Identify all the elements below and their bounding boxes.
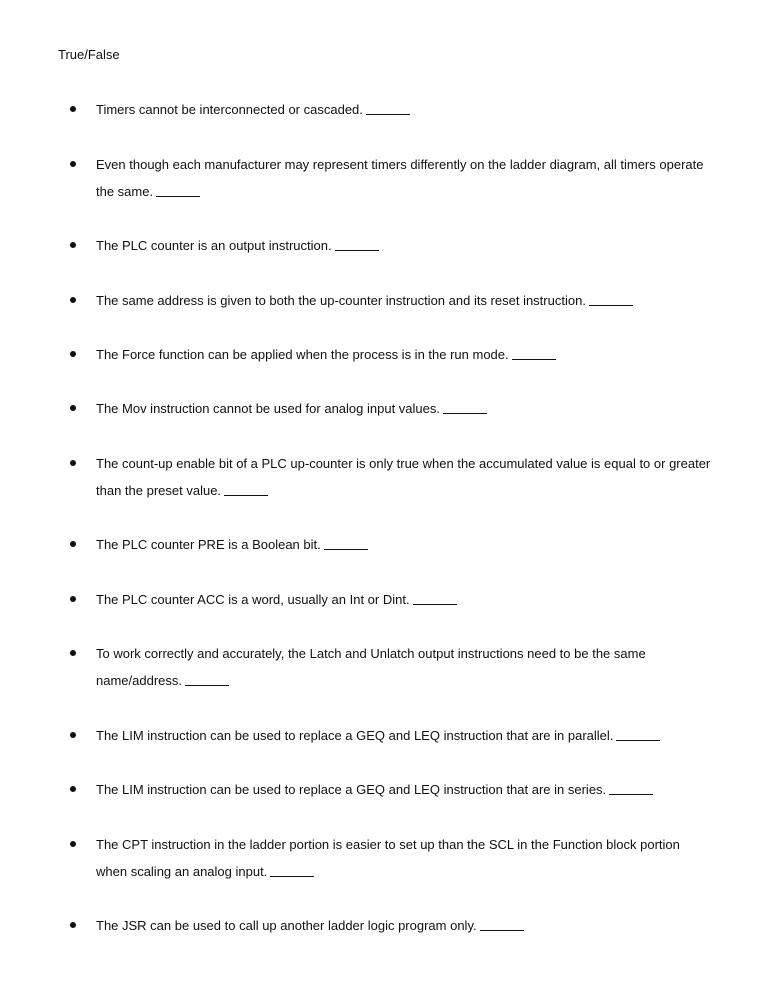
bullet-icon: [70, 786, 76, 792]
answer-blank[interactable]: [443, 413, 487, 414]
question-item: [96, 96, 711, 123]
bullet-icon: [70, 460, 76, 466]
question-text: The Mov instruction cannot be used for analog input values.: [96, 401, 440, 416]
bullet-icon: [70, 841, 76, 847]
question-item: [96, 722, 711, 749]
answer-blank[interactable]: [185, 685, 229, 686]
question-item: [96, 395, 711, 422]
question-text: The PLC counter ACC is a word, usually an Int or Dint.: [96, 592, 410, 607]
question-text: Timers cannot be interconnected or cascaded.: [96, 102, 363, 117]
question-item: [96, 912, 711, 939]
question-text: Even though each manufacturer may represent timers differently on the ladder diagram, all timers operate the same.: [96, 157, 704, 199]
question-text: The LIM instruction can be used to replace a GEQ and LEQ instruction that are in series.: [96, 782, 607, 797]
answer-blank[interactable]: [156, 196, 200, 197]
question-item: [96, 640, 711, 694]
question-item: [96, 232, 711, 259]
answer-blank[interactable]: [413, 604, 457, 605]
answer-blank[interactable]: [589, 305, 633, 306]
question-text: The JSR can be used to call up another ladder logic program only.: [96, 918, 477, 933]
question-text: To work correctly and accurately, the Latch and Unlatch output instructions need to be the same name/address.: [96, 646, 646, 688]
answer-blank[interactable]: [366, 114, 410, 115]
question-item: [96, 151, 711, 205]
answer-blank[interactable]: [270, 876, 314, 877]
answer-blank[interactable]: [480, 930, 524, 931]
question-item: [96, 341, 711, 368]
bullet-icon: [70, 351, 76, 357]
question-item: [96, 831, 711, 885]
question-text: The CPT instruction in the ladder portion is easier to set up than the SCL in the Function block portion when scaling an analog input.: [96, 837, 680, 879]
question-item: [96, 531, 711, 558]
bullet-icon: [70, 106, 76, 112]
question-text: The PLC counter is an output instruction.: [96, 238, 332, 253]
question-text: The same address is given to both the up-counter instruction and its reset instruction.: [96, 293, 586, 308]
question-text: The Force function can be applied when the process is in the run mode.: [96, 347, 509, 362]
bullet-icon: [70, 650, 76, 656]
answer-blank[interactable]: [512, 359, 556, 360]
answer-blank[interactable]: [335, 250, 379, 251]
question-text: The count-up enable bit of a PLC up-counter is only true when the accumulated value is equal to or greater than the preset value.: [96, 456, 711, 498]
question-text: The PLC counter PRE is a Boolean bit.: [96, 537, 321, 552]
answer-blank[interactable]: [224, 495, 268, 496]
bullet-icon: [70, 242, 76, 248]
bullet-icon: [70, 161, 76, 167]
section-heading: True/False: [58, 47, 120, 62]
bullet-icon: [70, 297, 76, 303]
answer-blank[interactable]: [616, 740, 660, 741]
question-item: [96, 776, 711, 803]
question-text: The LIM instruction can be used to replace a GEQ and LEQ instruction that are in parallel.: [96, 728, 614, 743]
question-item: [96, 450, 711, 504]
question-item: [96, 287, 711, 314]
answer-blank[interactable]: [324, 549, 368, 550]
bullet-icon: [70, 405, 76, 411]
bullet-icon: [70, 732, 76, 738]
answer-blank[interactable]: [609, 794, 653, 795]
bullet-icon: [70, 596, 76, 602]
question-item: [96, 586, 711, 613]
bullet-icon: [70, 922, 76, 928]
bullet-icon: [70, 541, 76, 547]
